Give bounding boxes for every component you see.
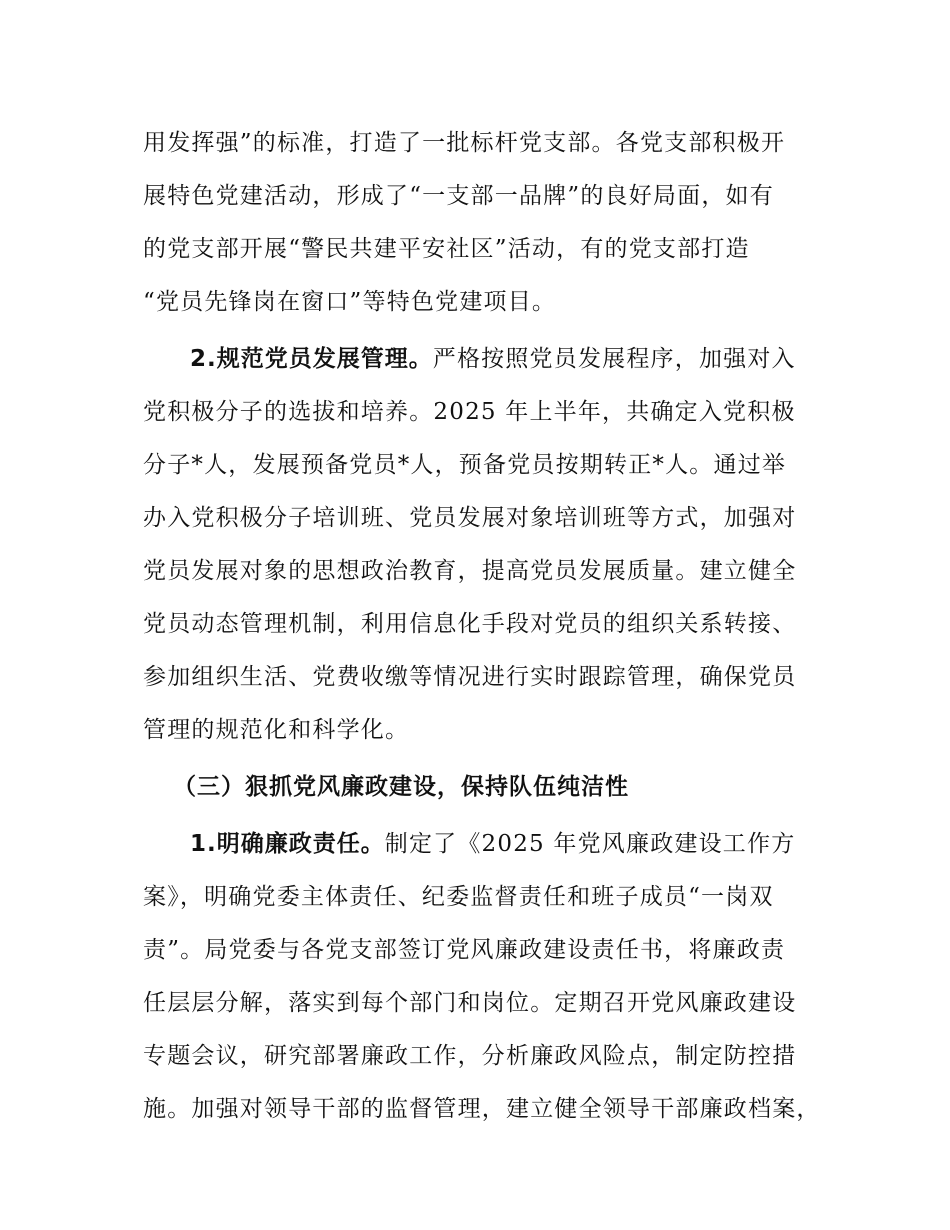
item-2-first-line-text: 严格按照党员发展程序，加强对入 [432,346,796,372]
item-1-title: 1.明确廉政责任。 [190,831,385,857]
paragraph-line: 管理的规范化和科学化。 [143,717,410,743]
paragraph-line: 专题会议，研究部署廉政工作，分析廉政风险点，制定防控措 [143,1043,797,1069]
paragraph-line: “党员先锋岗在窗口”等特色党建项目。 [143,289,557,315]
paragraph-line: 分子*人，发展预备党员*人，预备党员按期转正*人。通过举 [143,452,787,478]
paragraph-line: 参加组织生活、党费收缴等情况进行实时跟踪管理，确保党员 [143,664,797,690]
section-heading: （三）狠抓党风廉政建设，保持队伍纯洁性 [173,774,629,800]
item-1-first-line-text: 制定了《2025 年党风廉政建设工作方 [384,831,796,857]
paragraph-line: 党员发展对象的思想政治教育，提高党员发展质量。建立健全 [143,558,797,584]
paragraph-line: 用发挥强”的标准，打造了一批标杆党支部。各党支部积极开 [143,130,786,156]
paragraph-line: 任层层分解，落实到每个部门和岗位。定期召开党风廉政建设 [143,990,797,1016]
paragraph-line: 的党支部开展“警民共建平安社区”活动，有的党支部打造 [143,236,750,262]
item-2-first-line [190,344,796,374]
paragraph-line: 责”。局党委与各党支部签订党风廉政建设责任书，将廉政责 [143,937,786,963]
paragraph-line: 党积极分子的选拔和培养。2025 年上半年，共确定入党积极 [143,399,796,425]
paragraph-line: 案》，明确党委主体责任、纪委监督责任和班子成员“一岗双 [143,884,774,910]
item-1-first-line [190,829,795,859]
paragraph-line: 展特色党建活动，形成了“一支部一品牌”的良好局面，如有 [143,183,774,209]
paragraph-line: 党员动态管理机制，利用信息化手段对党员的组织关系转接、 [143,611,797,637]
paragraph-line: 施。加强对领导干部的监督管理，建立健全领导干部廉政档案， [143,1096,821,1122]
item-2-title: 2.规范党员发展管理。 [190,346,433,372]
paragraph-line: 办入党积极分子培训班、党员发展对象培训班等方式，加强对 [143,505,797,531]
